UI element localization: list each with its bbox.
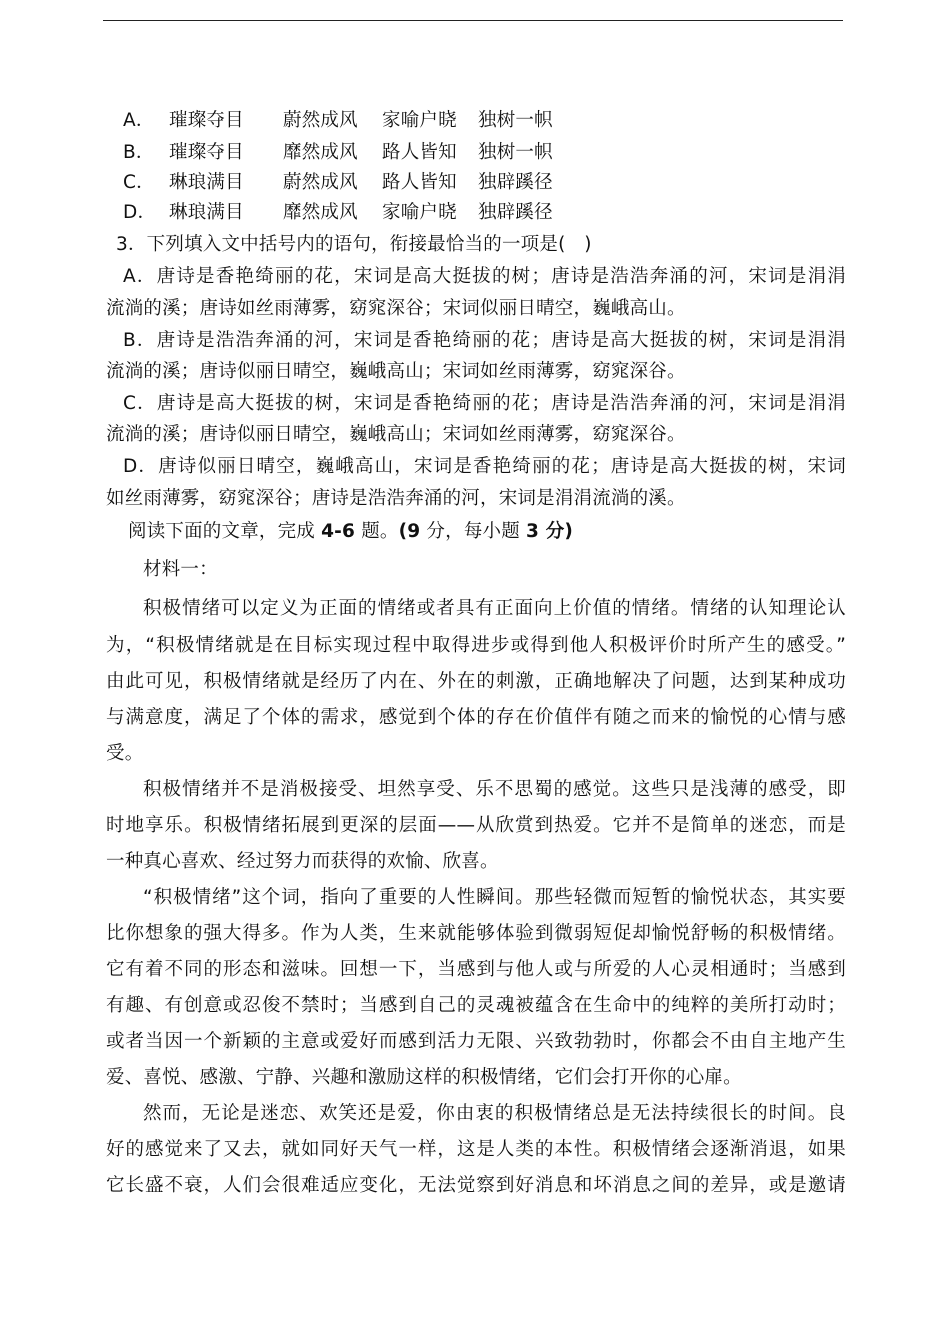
option-word: 琳琅满目	[169, 202, 244, 223]
option-word: 璀璨夺目	[169, 142, 244, 163]
paragraph-2-line: 一种真心喜欢、经过努力而获得的欢愉、欣喜。	[106, 851, 499, 872]
option-word: 靡然成风	[283, 142, 358, 163]
q3-option-a-line2: 流淌的溪；唐诗如丝雨薄雾，窈窕深谷；宋词似丽日晴空，巍峨高山。	[106, 298, 686, 319]
q3-option-b-line2: 流淌的溪；唐诗似丽日晴空，巍峨高山；宋词如丝雨薄雾，窈窕深谷。	[106, 361, 686, 382]
q3-option-d-line1: D．唐诗似丽日晴空，巍峨高山，宋词是香艳绮丽的花；唐诗是高大挺拔的树，宋词	[123, 456, 846, 477]
option-word: 路人皆知	[382, 142, 457, 163]
paragraph-1-line: 由此可见，积极情绪就是经历了内在、外在的刺激，正确地解决了问题，达到某种成功	[106, 671, 846, 692]
intro-range: 4-6	[321, 521, 356, 542]
intro-score-num: 3	[526, 521, 540, 542]
intro-score-mid: 分，每小题	[420, 521, 527, 542]
paragraph-3-line: 比你想象的强大得多。作为人类，生来就能够体验到微弱短促却愉悦舒畅的积极情绪。	[106, 923, 846, 944]
paragraph-3-line: 有趣、有创意或忍俊不禁时；当感到自己的灵魂被蕴含在生命中的纯粹的美所打动时；	[106, 995, 846, 1016]
option-row-b	[106, 140, 846, 166]
option-word: 独辟蹊径	[478, 172, 553, 193]
paragraph-1-line: 与满意度，满足了个体的需求，感觉到个体的存在价值伴有随之而来的愉悦的心情与感	[106, 707, 846, 728]
option-row-c	[106, 170, 846, 196]
q3-option-b-line1: B．唐诗是浩浩奔涌的河，宋词是香艳绮丽的花；唐诗是高大挺拔的树，宋词是涓涓	[123, 330, 846, 351]
question-3-stem: 3．下列填入文中括号内的语句，衔接最恰当的一项是( )	[116, 234, 592, 255]
option-label: A．	[123, 110, 155, 131]
option-row-d	[106, 200, 846, 226]
q3-option-c-line1: C．唐诗是高大挺拔的树，宋词是香艳绮丽的花；唐诗是浩浩奔涌的河，宋词是涓涓	[123, 393, 846, 414]
material-title: 材料一：	[143, 559, 218, 580]
option-word: 独树一帜	[478, 110, 553, 131]
option-word: 路人皆知	[382, 172, 457, 193]
paragraph-4-line: 好的感觉来了又去，就如同好天气一样，这是人类的本性。积极情绪会逐渐消退，如果	[106, 1139, 846, 1160]
option-label: C．	[123, 172, 155, 193]
option-word: 琳琅满目	[169, 172, 244, 193]
paragraph-4-line: 然而，无论是迷恋、欢笑还是爱，你由衷的积极情绪总是无法持续很长的时间。良	[143, 1103, 846, 1124]
paragraph-4-line: 它长盛不衰，人们会很难适应变化，无法觉察到好消息和坏消息之间的差异，或是邀请	[106, 1175, 846, 1196]
option-word: 靡然成风	[283, 202, 358, 223]
option-word: 家喻户晓	[382, 202, 457, 223]
reading-instructions	[106, 519, 846, 545]
paragraph-2-line: 积极情绪并不是消极接受、坦然享受、乐不思蜀的感觉。这些只是浅薄的感受，即	[143, 779, 846, 800]
option-word: 独辟蹊径	[478, 202, 553, 223]
option-word: 家喻户晓	[382, 110, 457, 131]
intro-pre: 阅读下面的文章，完成	[128, 521, 322, 542]
paragraph-3-line: 爱、喜悦、感激、宁静、兴趣和激励这样的积极情绪，它们会打开你的心扉。	[106, 1067, 742, 1088]
option-word: 蔚然成风	[283, 110, 358, 131]
intro-score-close: 分)	[539, 521, 574, 542]
intro-score-open: (9	[398, 521, 421, 542]
q3-option-d-line2: 如丝雨薄雾，窈窕深谷；唐诗是浩浩奔涌的河，宋词是涓涓流淌的溪。	[106, 488, 686, 509]
paragraph-1-line: 受。	[106, 743, 144, 764]
paragraph-3-line: 它有着不同的形态和滋味。回想一下，当感到与他人或与所爱的人心灵相通时；当感到	[106, 959, 846, 980]
option-row-a	[106, 108, 846, 134]
paragraph-1-line: 积极情绪可以定义为正面的情绪或者具有正面向上价值的情绪。情绪的认知理论认	[143, 598, 846, 619]
q3-option-c-line2: 流淌的溪；唐诗似丽日晴空，巍峨高山；宋词如丝雨薄雾，窈窕深谷。	[106, 424, 686, 445]
intro-mid: 题。	[355, 521, 399, 542]
q3-option-a-line1: A．唐诗是香艳绮丽的花，宋词是高大挺拔的树；唐诗是浩浩奔涌的河，宋词是涓涓	[123, 266, 846, 287]
option-label: B．	[123, 142, 155, 163]
option-word: 蔚然成风	[283, 172, 358, 193]
paragraph-3-line: 或者当因一个新颖的主意或爱好而感到活力无限、兴致勃勃时，你都会不由自主地产生	[106, 1031, 846, 1052]
option-word: 独树一帜	[478, 142, 553, 163]
option-word: 璀璨夺目	[169, 110, 244, 131]
paragraph-2-line: 时地享乐。积极情绪拓展到更深的层面——从欣赏到热爱。它并不是简单的迷恋，而是	[106, 815, 846, 836]
paragraph-3-line: “积极情绪”这个词，指向了重要的人性瞬间。那些轻微而短暂的愉悦状态，其实要	[143, 887, 846, 908]
paragraph-1-line: 为，“积极情绪就是在目标实现过程中取得进步或得到他人积极评价时所产生的感受。”	[106, 635, 846, 656]
option-label: D．	[123, 202, 157, 223]
header-rule	[103, 20, 843, 21]
